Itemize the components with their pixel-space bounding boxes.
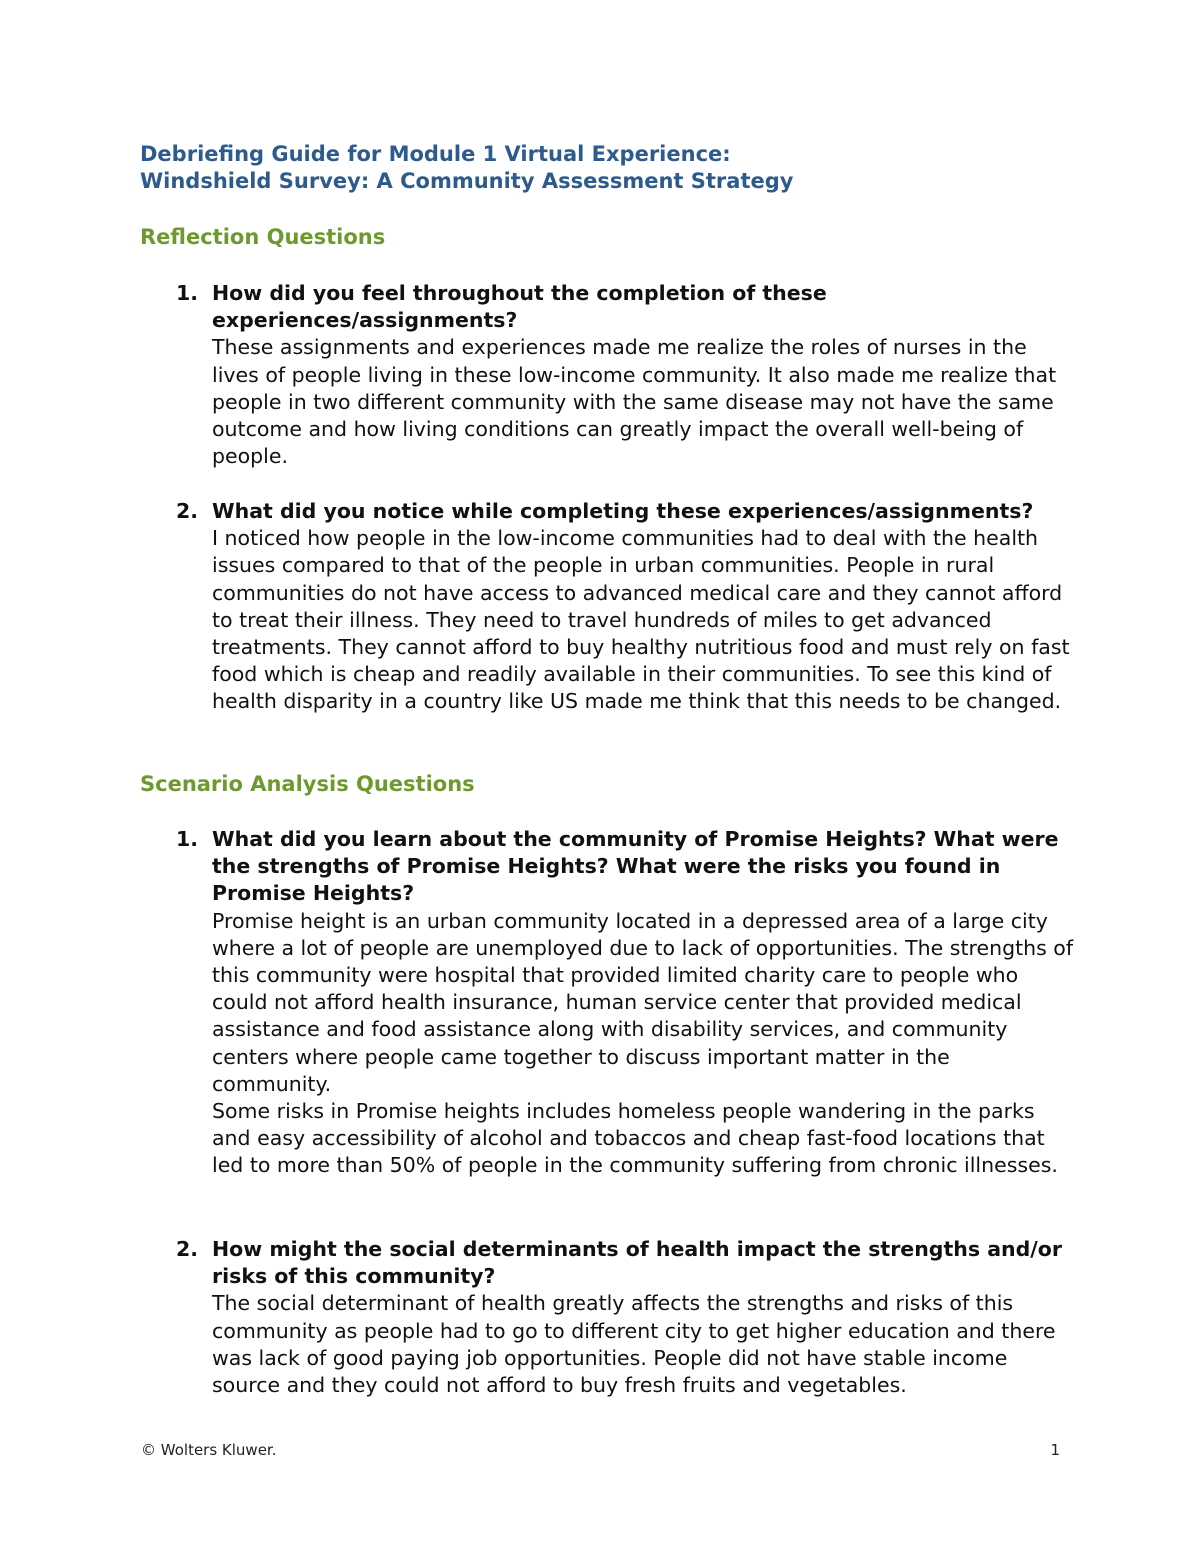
scenario-question-1 xyxy=(140,826,1075,1180)
reflection-question-2 xyxy=(140,498,1075,716)
section-heading-scenario: Scenario Analysis Questions xyxy=(140,772,475,796)
footer-copyright: © Wolters Kluwer. xyxy=(141,1441,277,1459)
title-line-1: Debriefing Guide for Module 1 Virtual Experience: xyxy=(140,142,731,166)
question-text: How might the social determinants of health impact the strengths and/or risks of this community? xyxy=(212,1237,1062,1289)
answer-paragraph: I noticed how people in the low-income communities had to deal with the health issues compared to that of the people in urban communities. People in rural communities do not have access to advanced medical care and they cannot afford to treat their illness. They need to travel hundreds of miles to get advanced treatments. They cannot afford to buy healthy nutritious food and must rely on fast food which is cheap and readily available in their communities. To see this kind of health disparity in a country like US made me think that this needs to be changed. xyxy=(212,526,1070,714)
answer-paragraph: The social determinant of health greatly affects the strengths and risks of this community as people had to go to different city to get higher education and there was lack of good paying job opportunities. People did not have stable income source and they could not afford to buy fresh fruits and vegetables. xyxy=(212,1291,1056,1398)
answer-text xyxy=(212,1290,1075,1399)
question-text: How did you feel throughout the completion of these experiences/assignments? xyxy=(212,281,827,333)
section-heading-reflection: Reflection Questions xyxy=(140,225,386,249)
footer-page-number: 1 xyxy=(1050,1441,1060,1459)
question-text: What did you learn about the community of Promise Heights? What were the strengths of Promise Heights? What were the risks you found in Promise Heights? xyxy=(212,827,1059,906)
answer-paragraph: Some risks in Promise heights includes homeless people wandering in the parks and easy accessibility of alcohol and tobaccos and cheap fast-food locations that led to more than 50% of people in the community suffering from chronic illnesses. xyxy=(212,1099,1058,1178)
answer-paragraph: Promise height is an urban community located in a depressed area of a large city where a lot of people are unemployed due to lack of opportunities. The strengths of this community were hospital that provided limited charity care to people who could not afford health insurance, human service center that provided medical assistance and food assistance along with disability services, and community centers where people came together to discuss important matter in the community. xyxy=(212,908,1074,1096)
scenario-question-2 xyxy=(140,1236,1075,1399)
question-number: 2. xyxy=(176,499,199,523)
question-number: 1. xyxy=(176,281,199,305)
answer-text xyxy=(212,908,1075,1180)
reflection-question-1 xyxy=(140,280,1075,470)
title-line-2: Windshield Survey: A Community Assessment Strategy xyxy=(140,169,794,193)
document-title xyxy=(140,141,1100,195)
answer-paragraph: These assignments and experiences made me realize the roles of nurses in the lives of people living in these low-income community. It also made me realize that people in two different community with the same disease may not have the same outcome and how living conditions can greatly impact the overall well-being of people. xyxy=(212,335,1057,469)
answer-text xyxy=(212,525,1075,715)
question-number: 1. xyxy=(176,827,199,851)
question-text: What did you notice while completing these experiences/assignments? xyxy=(212,499,1034,523)
answer-text xyxy=(212,334,1075,470)
question-number: 2. xyxy=(176,1237,199,1261)
